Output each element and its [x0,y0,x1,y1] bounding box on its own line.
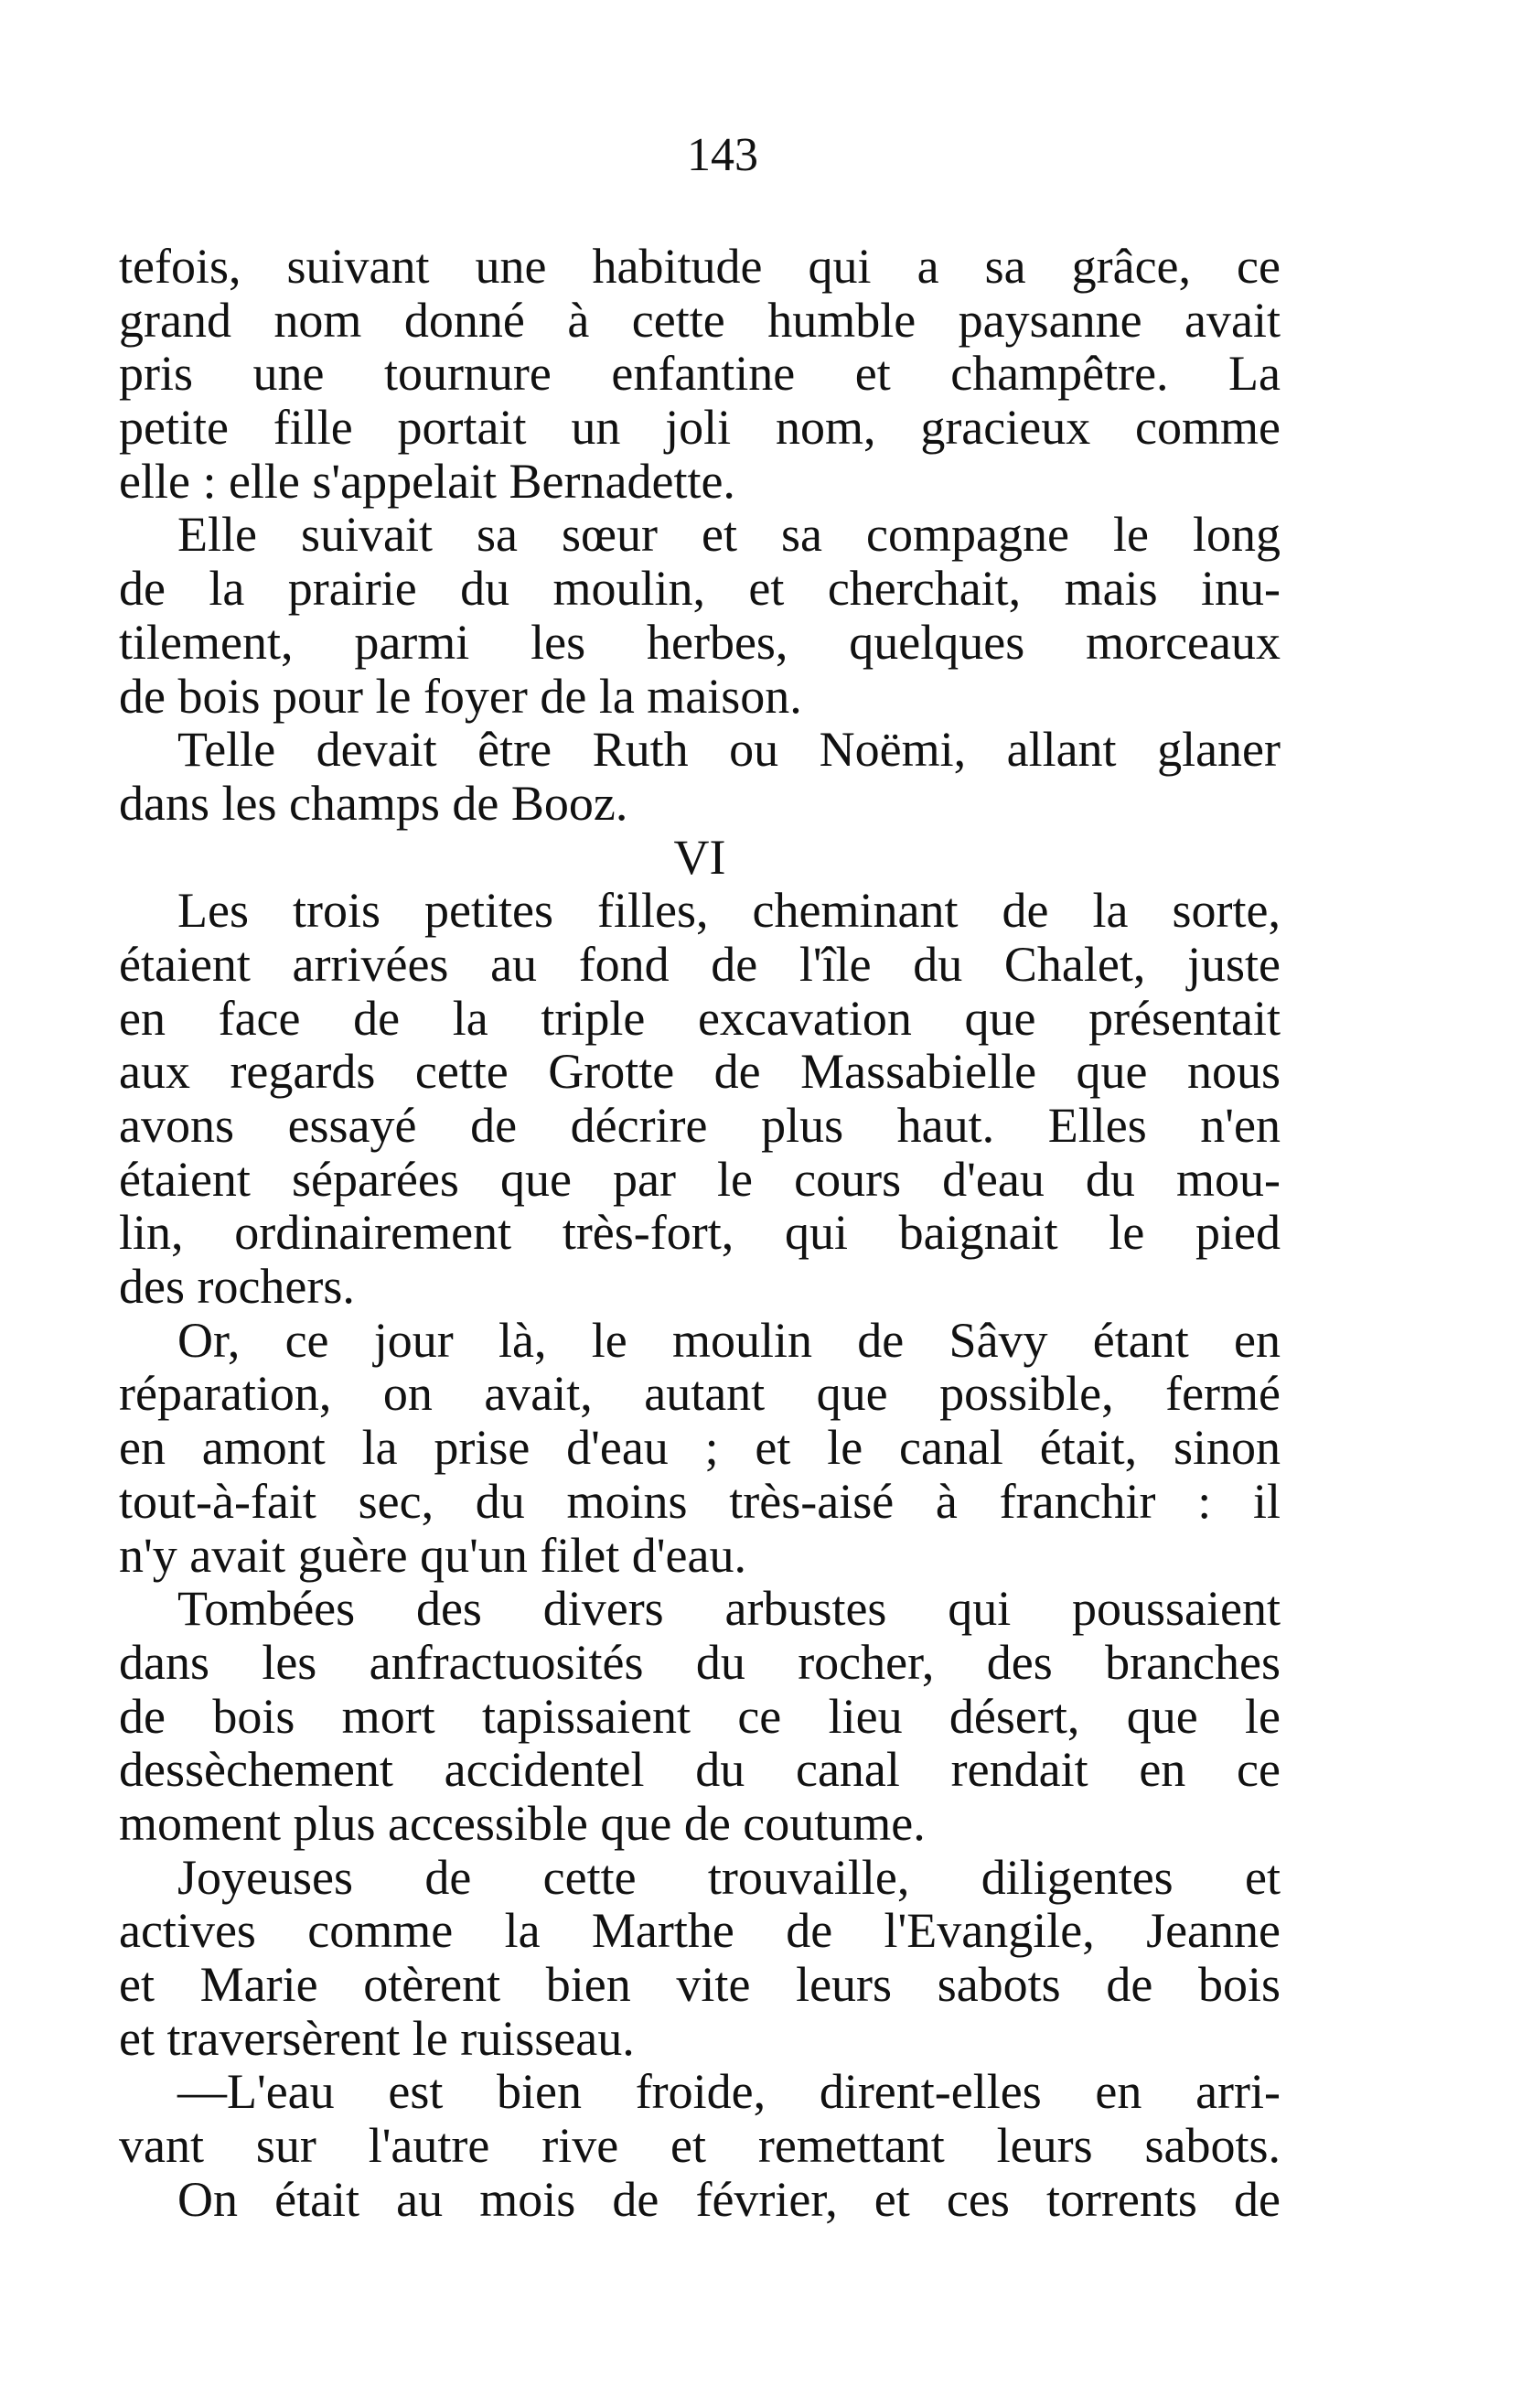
text-line: de la prairie du moulin, et cherchait, mais inu- [119,561,1281,617]
page-body-text [119,240,1281,2226]
text-line: Telle devait être Ruth ou Noëmi, allant glaner [177,722,1281,778]
text-line: actives comme la Marthe de l'Evangile, Jeanne [119,1903,1281,1959]
text-line: Les trois petites filles, cheminant de la sorte, [177,883,1281,939]
text-line: de bois mort tapissaient ce lieu désert, que le [119,1688,1281,1744]
text-line: elle : elle s'appelait Bernadette. [119,453,735,509]
text-line: —L'eau est bien froide, dirent-elles en arri- [177,2064,1281,2120]
text-line: étaient arrivées au fond de l'île du Chalet, juste [119,936,1281,992]
text-line: On était au mois de février, et ces torrents de [177,2171,1281,2227]
text-line: aux regards cette Grotte de Massabielle que nous [119,1044,1281,1100]
text-line: dans les champs de Booz. [119,775,628,831]
text-line: pris une tournure enfantine et champêtre. La [119,346,1281,402]
text-line: et Marie otèrent bien vite leurs sabots de bois [119,1957,1281,2012]
text-line: dessèchement accidentel du canal rendait en ce [119,1742,1281,1798]
text-line: en amont la prise d'eau ; et le canal était, sinon [119,1420,1281,1476]
text-line: des rochers. [119,1259,355,1315]
text-line: tilement, parmi les herbes, quelques morceaux [119,614,1281,670]
page-number: 143 [687,129,758,181]
text-line: moment plus accessible que de coutume. [119,1795,926,1851]
text-line: tout-à-fait sec, du moins très-aisé à franchir : il [119,1473,1281,1529]
text-line: réparation, on avait, autant que possible, fermé [119,1366,1281,1422]
text-line: Tombées des divers arbustes qui poussaient [177,1581,1281,1637]
text-line: Elle suivait sa sœur et sa compagne le long [177,507,1281,563]
text-line: de bois pour le foyer de la maison. [119,668,802,724]
text-line: n'y avait guère qu'un filet d'eau. [119,1527,746,1583]
text-line: tefois, suivant une habitude qui a sa grâce, ce [119,239,1281,294]
section-heading: VI [673,829,726,885]
text-line: dans les anfractuosités du rocher, des branches [119,1634,1281,1690]
text-line: petite fille portait un joli nom, gracieux comme [119,400,1281,456]
text-line: Joyeuses de cette trouvaille, diligentes et [177,1849,1281,1905]
text-line: vant sur l'autre rive et remettant leurs sabots. [119,2118,1281,2174]
text-line: lin, ordinairement très-fort, qui baignait le pied [119,1205,1281,1261]
text-line: et traversèrent le ruisseau. [119,2010,635,2066]
text-line: grand nom donné à cette humble paysanne avait [119,292,1281,348]
text-line: étaient séparées que par le cours d'eau du mou- [119,1151,1281,1207]
text-line: Or, ce jour là, le moulin de Sâvy étant en [177,1312,1281,1368]
text-line: en face de la triple excavation que présentait [119,990,1281,1046]
text-line: avons essayé de décrire plus haut. Elles n'en [119,1098,1281,1153]
